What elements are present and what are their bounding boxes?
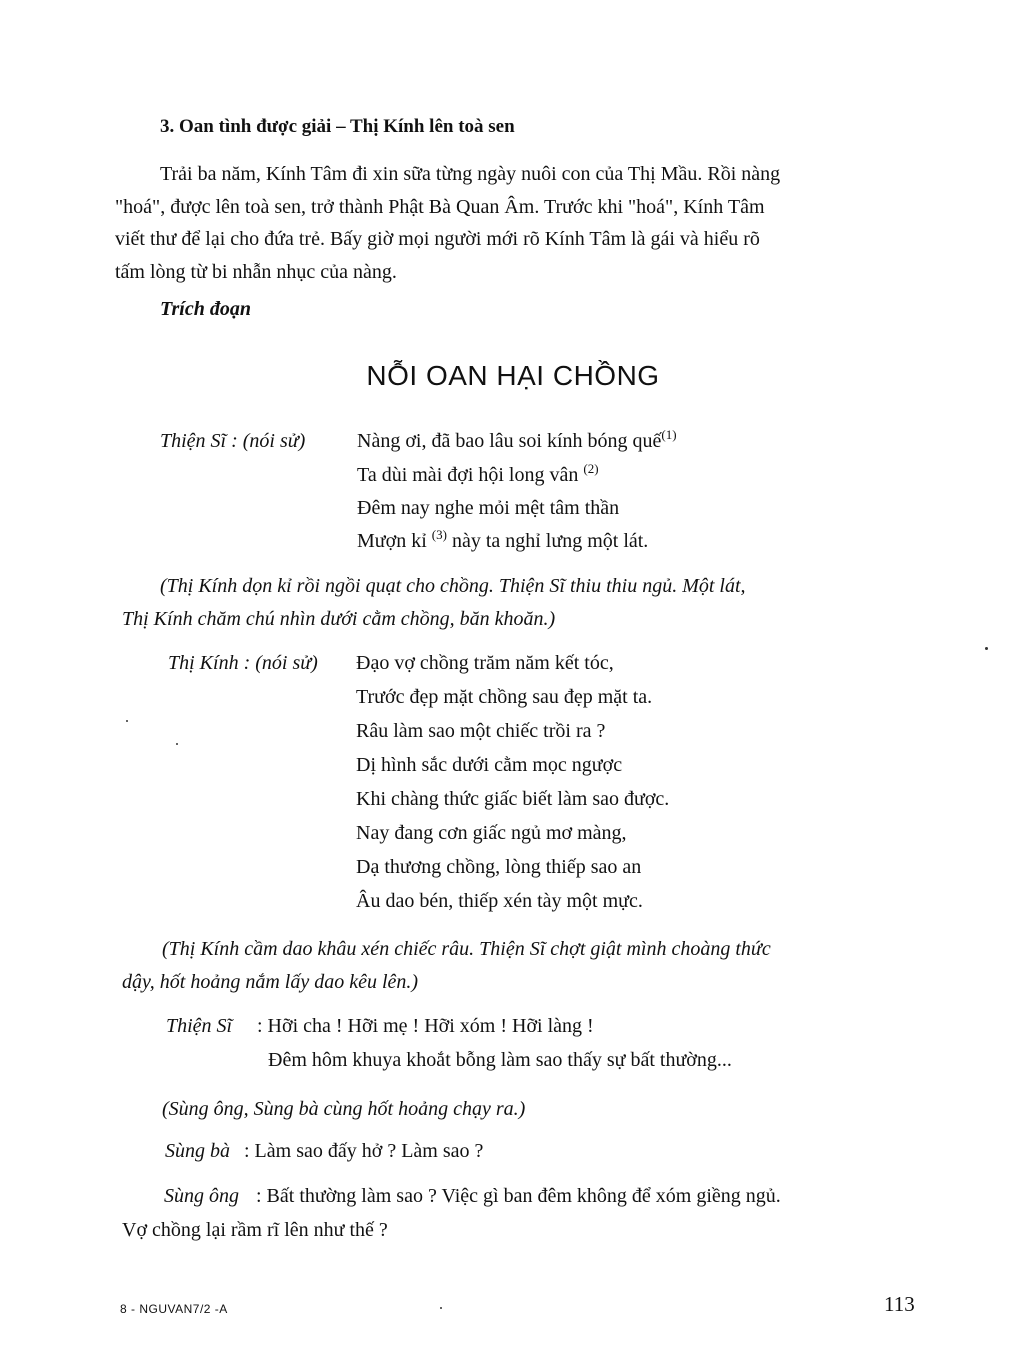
page-number: 113	[884, 1292, 915, 1316]
dialogue-line: Vợ chồng lại rầm rĩ lên như thế ?	[122, 1219, 388, 1241]
intro-paragraph	[115, 158, 920, 288]
speaker-sung-ong: Sùng ông	[164, 1185, 239, 1207]
verse-line: Dị hình sắc dưới cằm mọc ngược	[356, 754, 623, 776]
dialogue-line: : Làm sao đấy hở ? Làm sao ?	[244, 1140, 484, 1162]
dialogue-line: : Bất thường làm sao ? Việc gì ban đêm không để xóm giềng ngủ.	[256, 1185, 781, 1207]
footnote-marker: (1)	[661, 427, 677, 442]
stage-direction	[122, 570, 922, 636]
verse-line	[357, 427, 677, 453]
verse-text: Mượn kỉ	[357, 530, 427, 552]
verse-line	[357, 527, 649, 553]
verse-line: : Hỡi cha ! Hỡi mẹ ! Hỡi xóm ! Hỡi làng !	[257, 1015, 594, 1037]
stage-direction: (Sùng ông, Sùng bà cùng hốt hoảng chạy ra.)	[162, 1098, 526, 1120]
intro-line: "hoá", được lên toà sen, trở thành Phật Bà Quan Âm. Trước khi "hoá", Kính Tâm	[115, 195, 765, 218]
excerpt-label: Trích đoạn	[160, 298, 251, 320]
speaker-thien-si: Thiện Sĩ : (nói sử)	[160, 430, 306, 452]
intro-line: Trải ba năm, Kính Tâm đi xin sữa từng ngày nuôi con của Thị Mầu. Rồi nàng	[160, 163, 781, 185]
verse-line	[357, 461, 599, 487]
verse-line: Khi chàng thức giấc biết làm sao được.	[356, 788, 670, 810]
stage-line: (Thị Kính cầm dao khâu xén chiếc râu. Thiện Sĩ chợt giật mình choàng thức	[162, 938, 771, 960]
intro-line: viết thư để lại cho đứa trẻ. Bấy giờ mọi người mới rõ Kính Tâm là gái và hiểu rõ	[115, 228, 760, 250]
stage-line: dậy, hốt hoảng nắm lấy dao kêu lên.)	[122, 971, 419, 993]
verse-text: này ta nghỉ lưng một lát.	[451, 530, 649, 552]
speaker-thi-kinh: Thị Kính : (nói sử)	[168, 652, 318, 674]
scan-speck	[440, 1307, 442, 1309]
verse-line: Âu dao bén, thiếp xén tày một mực.	[356, 890, 643, 912]
verse-line: Đêm nay nghe mỏi mệt tâm thần	[357, 497, 620, 519]
intro-line: tấm lòng từ bi nhẫn nhục của nàng.	[115, 260, 397, 283]
stage-line: Thị Kính chăm chú nhìn dưới cằm chồng, băn khoăn.)	[122, 608, 556, 630]
section-heading: 3. Oan tình được giải – Thị Kính lên toà sen	[160, 116, 515, 137]
stage-line: (Thị Kính dọn kỉ rồi ngồi quạt cho chồng. Thiện Sĩ thiu thiu ngủ. Một lát,	[160, 575, 746, 597]
verse-line: Trước đẹp mặt chồng sau đẹp mặt ta.	[356, 686, 653, 708]
speaker-thien-si: Thiện Sĩ	[166, 1015, 233, 1037]
scan-speck	[126, 720, 128, 722]
verse-text: Nàng ơi, đã bao lâu soi kính bóng quế	[357, 430, 662, 452]
verse-line: Râu làm sao một chiếc trồi ra ?	[356, 720, 606, 742]
footnote-marker: (2)	[583, 461, 599, 476]
footnote-marker: (3)	[431, 527, 447, 542]
scan-speck	[985, 647, 988, 650]
speaker-sung-ba: Sùng bà	[165, 1140, 230, 1162]
verse-text: Ta dùi mài đợi hội long vân	[357, 464, 579, 486]
stage-direction	[122, 933, 922, 999]
verse-line: Dạ thương chồng, lòng thiếp sao an	[356, 856, 642, 878]
scan-speck	[176, 743, 178, 745]
verse-line: Đạo vợ chồng trăm năm kết tóc,	[356, 652, 614, 674]
verse-line: Đêm hôm khuya khoắt bỗng làm sao thấy sự bất thường...	[268, 1049, 732, 1071]
footer-code: 8 - NGUVAN7/2 -A	[120, 1302, 228, 1316]
verse-line: Nay đang cơn giấc ngủ mơ màng,	[356, 822, 627, 844]
play-title: NỖI OAN HẠI CHỒNG	[366, 360, 660, 391]
